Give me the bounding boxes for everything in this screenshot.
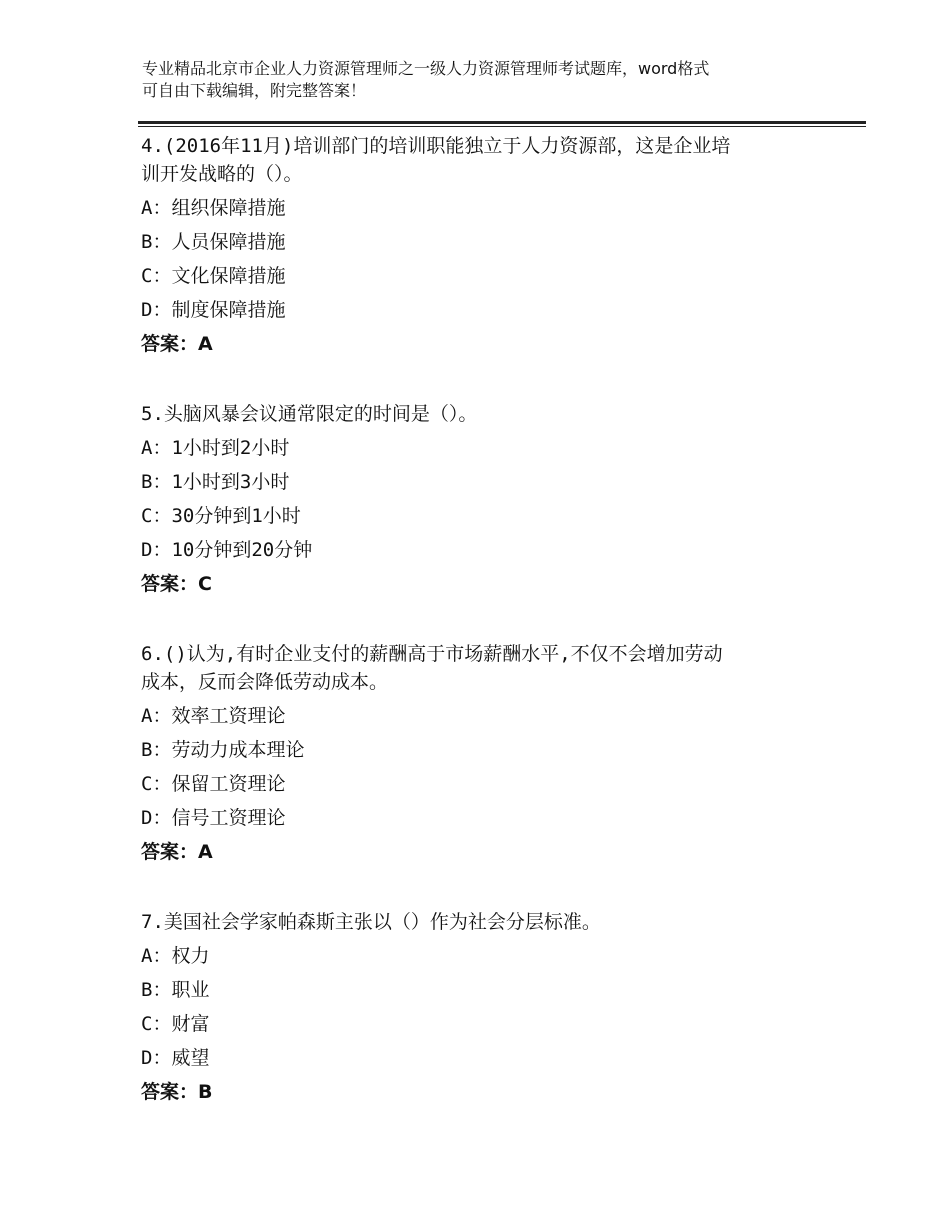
- option-b: B：1小时到3小时: [141, 471, 290, 493]
- header-line-2: 可自由下载编辑，附完整答案！: [142, 81, 367, 100]
- question-4: [141, 130, 821, 361]
- question-stem: [141, 638, 821, 699]
- question-stem-line: 训开发战略的（）。: [141, 163, 303, 185]
- option-d: D：制度保障措施: [141, 299, 286, 321]
- answer-label: 答案：C: [141, 573, 212, 595]
- option-a: A：1小时到2小时: [141, 437, 290, 459]
- option-d: D：信号工资理论: [141, 807, 286, 829]
- option-c: C：财富: [141, 1013, 210, 1035]
- option-a: A：权力: [141, 945, 210, 967]
- option-c: C：文化保障措施: [141, 265, 286, 287]
- document-header: [142, 58, 822, 102]
- question-6: [141, 638, 821, 869]
- option-a: A：组织保障措施: [141, 197, 286, 219]
- option-d: D：威望: [141, 1047, 210, 1069]
- answer-label: 答案：A: [141, 841, 213, 863]
- option-d: D：10分钟到20分钟: [141, 539, 313, 561]
- question-stem-line: 7.美国社会学家帕森斯主张以（）作为社会分层标准。: [141, 911, 601, 933]
- option-b: B：劳动力成本理论: [141, 739, 305, 761]
- question-stem-line: 4.(2016年11月)培训部门的培训职能独立于人力资源部，这是企业培: [141, 135, 731, 157]
- answer-label: 答案：A: [141, 333, 213, 355]
- option-a: A：效率工资理论: [141, 705, 286, 727]
- answer-label: 答案：B: [141, 1081, 213, 1103]
- question-stem: [141, 130, 821, 191]
- question-stem: [141, 906, 821, 939]
- option-c: C：30分钟到1小时: [141, 505, 301, 527]
- option-c: C：保留工资理论: [141, 773, 286, 795]
- header-line-1: 专业精品北京市企业人力资源管理师之一级人力资源管理师考试题库，word格式: [142, 59, 710, 78]
- question-stem-line: 5.头脑风暴会议通常限定的时间是（）。: [141, 403, 478, 425]
- question-stem-line: 6.()认为,有时企业支付的薪酬高于市场薪酬水平,不仅不会增加劳动: [141, 643, 723, 665]
- question-list: [141, 130, 821, 1146]
- question-stem-line: 成本，反而会降低劳动成本。: [141, 671, 389, 693]
- option-b: B：人员保障措施: [141, 231, 286, 253]
- question-5: [141, 398, 821, 601]
- question-7: [141, 906, 821, 1109]
- header-rule-thin: [138, 126, 866, 127]
- header-rule-thick: [138, 121, 866, 124]
- option-b: B：职业: [141, 979, 210, 1001]
- question-stem: [141, 398, 821, 431]
